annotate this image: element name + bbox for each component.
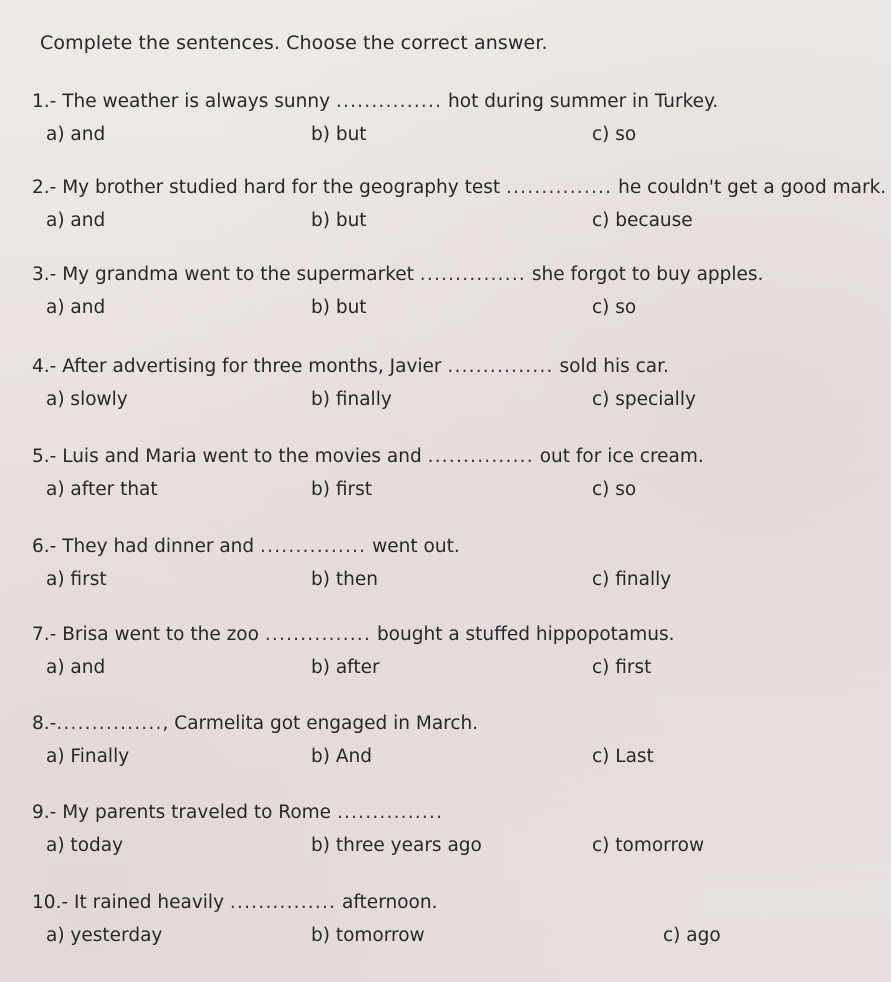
question-number: 4.- <box>32 356 57 377</box>
question-10 <box>0 892 891 972</box>
question-number: 9.- <box>32 802 57 823</box>
instruction-heading: Complete the sentences. Choose the correct answer. <box>40 32 548 54</box>
question-stem <box>32 536 460 557</box>
question-5 <box>0 446 891 526</box>
option-b[interactable]: b) finally <box>311 389 392 410</box>
option-b[interactable]: b) three years ago <box>311 835 482 856</box>
option-b[interactable]: b) but <box>311 297 367 318</box>
question-stem <box>32 713 478 734</box>
question-text-after: went out. <box>372 536 460 557</box>
question-text-before: My parents traveled to Rome <box>62 802 332 823</box>
option-b[interactable]: b) first <box>311 479 372 500</box>
question-text-before: My brother studied hard for the geography test <box>62 177 501 198</box>
option-c[interactable]: c) first <box>592 657 652 678</box>
question-number: 10.- <box>32 892 69 913</box>
question-1 <box>0 91 891 171</box>
answer-blank[interactable]: ............... <box>447 356 554 377</box>
question-text-after: sold his car. <box>559 356 669 377</box>
option-c[interactable]: c) so <box>592 297 637 318</box>
option-b[interactable]: b) but <box>311 124 367 145</box>
answer-blank[interactable]: ............... <box>335 91 443 112</box>
question-stem <box>32 802 443 823</box>
question-number: 8.- <box>32 713 57 734</box>
question-stem <box>32 177 886 198</box>
question-text-after: out for ice cream. <box>539 446 704 467</box>
question-text-before: Luis and Maria went to the movies and <box>62 446 422 467</box>
question-stem <box>32 356 669 377</box>
question-text-after: he couldn't get a good mark. <box>618 177 887 198</box>
question-text-after: hot during summer in Turkey. <box>448 91 719 112</box>
answer-blank[interactable]: ............... <box>506 177 613 198</box>
question-text-before: It rained heavily <box>74 892 225 913</box>
question-text-before: The weather is always sunny <box>62 91 331 112</box>
question-stem <box>32 624 675 645</box>
option-c[interactable]: c) so <box>592 479 637 500</box>
question-number: 7.- <box>32 624 57 645</box>
answer-blank[interactable]: ............... <box>264 624 372 645</box>
option-c[interactable]: c) tomorrow <box>592 835 705 856</box>
option-a[interactable]: a) and <box>46 297 106 318</box>
question-9 <box>0 802 891 882</box>
question-text-before: My grandma went to the supermarket <box>62 264 414 285</box>
question-2 <box>0 177 891 257</box>
question-stem <box>32 892 437 913</box>
answer-blank[interactable]: ............... <box>260 536 367 557</box>
option-c[interactable]: c) because <box>592 210 693 231</box>
option-c[interactable]: c) so <box>592 124 637 145</box>
option-a[interactable]: a) and <box>46 124 106 145</box>
answer-blank[interactable]: ............... <box>419 264 526 285</box>
question-3 <box>0 264 891 344</box>
option-a[interactable]: a) today <box>46 835 124 856</box>
question-number: 5.- <box>32 446 57 467</box>
question-stem <box>32 264 763 285</box>
question-4 <box>0 356 891 436</box>
question-number: 1.- <box>32 91 57 112</box>
question-text-after: bought a stuffed hippopotamus. <box>376 624 675 645</box>
question-8 <box>0 713 891 793</box>
question-number: 6.- <box>32 536 57 557</box>
option-c[interactable]: c) specially <box>592 389 696 410</box>
question-stem <box>32 446 704 467</box>
question-text-before: They had dinner and <box>62 536 255 557</box>
answer-blank[interactable]: ............... <box>427 446 534 467</box>
answer-blank[interactable]: ............... <box>229 892 337 913</box>
question-text-after: , Carmelita got engaged in March. <box>162 713 479 734</box>
option-b[interactable]: b) then <box>311 569 378 590</box>
option-a[interactable]: a) Finally <box>46 746 130 767</box>
question-number: 3.- <box>32 264 57 285</box>
option-b[interactable]: b) but <box>311 210 367 231</box>
option-b[interactable]: b) tomorrow <box>311 925 425 946</box>
option-a[interactable]: a) and <box>46 210 106 231</box>
question-text-before: Brisa went to the zoo <box>62 624 259 645</box>
option-c[interactable]: c) Last <box>592 746 654 767</box>
question-text-after: she forgot to buy apples. <box>531 264 764 285</box>
option-b[interactable]: b) after <box>311 657 380 678</box>
question-number: 2.- <box>32 177 57 198</box>
answer-blank[interactable]: ............... <box>336 802 444 823</box>
option-c[interactable]: c) finally <box>592 569 672 590</box>
option-a[interactable]: a) slowly <box>46 389 128 410</box>
question-7 <box>0 624 891 704</box>
option-c[interactable]: c) ago <box>663 925 721 946</box>
question-text-before: After advertising for three months, Javier <box>62 356 442 377</box>
answer-blank[interactable]: ............... <box>56 713 163 734</box>
option-a[interactable]: a) after that <box>46 479 158 500</box>
option-b[interactable]: b) And <box>311 746 372 767</box>
question-stem <box>32 91 718 112</box>
option-a[interactable]: a) and <box>46 657 106 678</box>
question-6 <box>0 536 891 616</box>
option-a[interactable]: a) yesterday <box>46 925 163 946</box>
question-text-after: afternoon. <box>342 892 438 913</box>
option-a[interactable]: a) first <box>46 569 107 590</box>
